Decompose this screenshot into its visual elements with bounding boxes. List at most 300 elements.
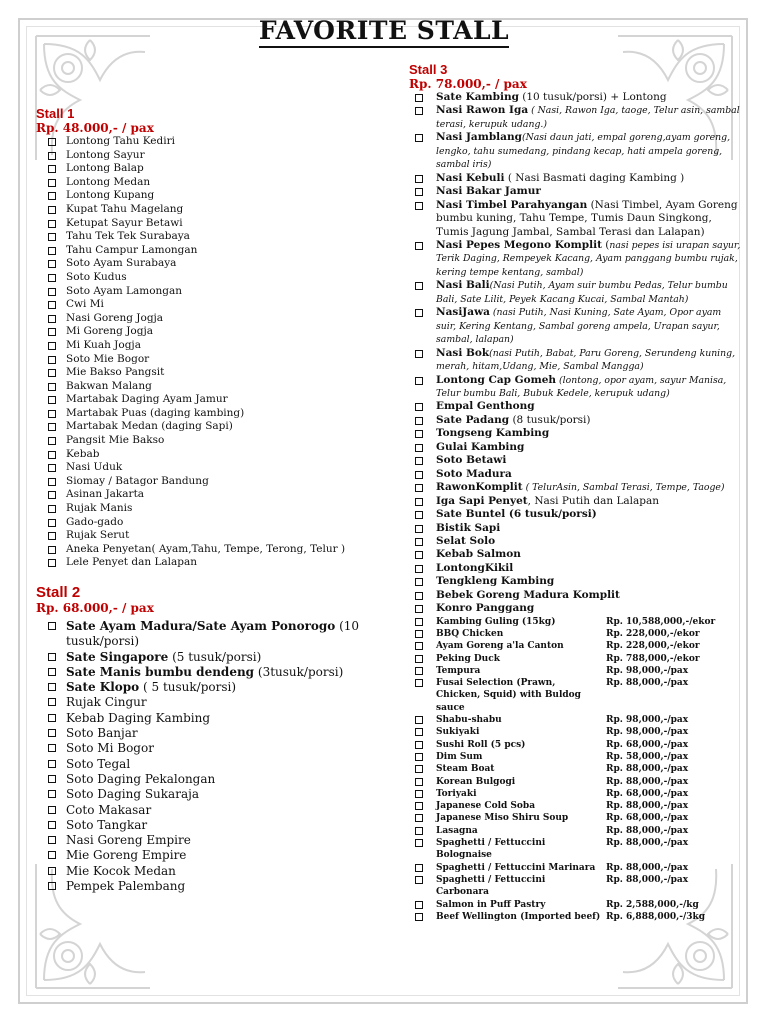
list-item [36, 787, 386, 802]
list-item [409, 548, 744, 561]
item-label: Rujak Serut [66, 529, 130, 542]
checkbox-icon [415, 471, 423, 479]
item-label: Martabak Puas (daging kambing) [66, 406, 245, 419]
checkbox-icon [415, 565, 423, 573]
list-item [36, 325, 386, 339]
item-desc: ( Nasi Basmati daging Kambing ) [504, 171, 685, 184]
list-item [36, 176, 386, 190]
list-item [36, 757, 386, 772]
checkbox-icon [48, 505, 56, 513]
checkbox-icon [48, 274, 56, 282]
item-price: Rp. 6,888,000,-/3kg [606, 911, 706, 922]
item-name: NasiJawa [436, 306, 490, 319]
checkbox-icon [415, 498, 423, 506]
list-item [36, 619, 386, 650]
checkbox-icon [48, 192, 56, 200]
list-item [409, 172, 744, 185]
checkbox-icon [48, 247, 56, 255]
item-desc: (5 tusuk/porsi) [168, 649, 262, 664]
checkbox-icon [48, 744, 56, 752]
list-item [36, 529, 386, 543]
item-price: Rp. 88,000,-/pax [606, 838, 689, 849]
checkbox-icon [48, 383, 56, 391]
item-name: Tempura [436, 665, 481, 676]
item-price: Rp. 68,000,-/pax [606, 788, 689, 799]
checkbox-icon [415, 655, 423, 663]
item-price: Rp. 98,000,-/pax [606, 727, 689, 738]
checkbox-icon [48, 356, 56, 364]
checkbox-icon [415, 188, 423, 196]
item-desc: ( 5 tusuk/porsi) [139, 680, 237, 695]
checkbox-icon [415, 814, 423, 822]
checkbox-icon [48, 714, 56, 722]
checkbox-icon [415, 444, 423, 452]
item-label: Siomay / Batagor Bandung [66, 474, 209, 487]
stall3-price: Rp. 78.000,- / pax [409, 77, 527, 91]
list-item [409, 279, 744, 306]
item-name: Kebab Salmon [436, 548, 521, 561]
item-detail: nasi pepes isi urapan sayur, Terik Daging, Rempeyek Kacang, Ayam panggang bumbu rujak, kering tempe kentang, sambal) [436, 239, 741, 278]
checkbox-icon [48, 851, 56, 859]
list-item [36, 230, 386, 244]
item-name: Kambing Guling (15kg) [436, 616, 556, 627]
item-detail: (lontong, opor ayam, sayur Manisa, Telur bumbu Bali, Bubuk Kedele, kerupuk udang) [436, 374, 727, 399]
item-desc: Coto Makasar [66, 802, 152, 817]
item-name: Nasi Pepes Megono Komplit [436, 238, 602, 251]
checkbox-icon [415, 202, 423, 210]
item-label: Soto Mie Bogor [66, 352, 150, 365]
item-label: Martabak Medan (daging Sapi) [66, 420, 233, 433]
item-detail: (Nasi Putih, Ayam suir bumbu Pedas, Telur bumbu Bali, Sate Lilit, Peyek Kacang Kucai, Sambal Mantah) [436, 280, 728, 305]
checkbox-icon [415, 876, 423, 884]
checkbox-icon [415, 778, 423, 786]
item-label: Lele Penyet dan Lalapan [66, 556, 198, 569]
list-item [36, 162, 386, 176]
checkbox-icon [415, 679, 423, 687]
checkbox-icon [415, 484, 423, 492]
item-name: Nasi Bok [436, 346, 490, 359]
stall1-price: Rp. 48.000,- / pax [36, 121, 154, 135]
checkbox-icon [48, 532, 56, 540]
item-name: Nasi Kebuli [436, 171, 505, 184]
stall3-heading: Stall 3 [409, 62, 448, 77]
checkbox-icon [48, 821, 56, 829]
priced-item [409, 714, 744, 726]
list-item [409, 185, 744, 198]
left-column [36, 106, 386, 894]
checkbox-icon [415, 457, 423, 465]
list-item [36, 475, 386, 489]
checkbox-icon [48, 410, 56, 418]
item-price: Rp. 88,000,-/pax [606, 801, 689, 812]
list-item [36, 833, 386, 848]
item-price: Rp. 88,000,-/pax [606, 874, 689, 885]
list-item [36, 502, 386, 516]
checkbox-icon [415, 790, 423, 798]
item-label: Soto Ayam Surabaya [66, 257, 177, 270]
list-item [36, 848, 386, 863]
checkbox-icon [48, 806, 56, 814]
list-item [36, 665, 386, 680]
checkbox-icon [415, 592, 423, 600]
checkbox-icon [48, 653, 56, 661]
item-price: Rp. 88,000,-/pax [606, 776, 689, 787]
list-item [36, 366, 386, 380]
list-item [36, 434, 386, 448]
stall3-priced-list [409, 616, 744, 923]
stall1-list [36, 135, 386, 570]
checkbox-icon [48, 867, 56, 875]
list-item [36, 257, 386, 271]
checkbox-icon [48, 396, 56, 404]
checkbox-icon [415, 741, 423, 749]
priced-item [409, 677, 744, 714]
item-label: Asinan Jakarta [66, 488, 145, 501]
checkbox-icon [415, 630, 423, 638]
checkbox-icon [48, 683, 56, 691]
checkbox-icon [415, 839, 423, 847]
priced-item [409, 763, 744, 775]
list-item [36, 339, 386, 353]
checkbox-icon [48, 760, 56, 768]
priced-item [409, 874, 744, 899]
item-label: Nasi Goreng Jogja [66, 311, 164, 324]
checkbox-icon [48, 152, 56, 160]
item-price: Rp. 88,000,-/pax [606, 825, 689, 836]
item-label: Mi Kuah Jogja [66, 338, 141, 351]
item-name: Nasi Bakar Jamur [436, 185, 541, 198]
stall3-list [409, 91, 744, 616]
priced-item [409, 776, 744, 788]
item-detail: (nasi Putih, Babat, Paru Goreng, Serundeng kuning, merah, hitam,Udang, Mie, Sambal Mangga) [436, 347, 736, 373]
list-item [36, 488, 386, 502]
priced-item [409, 911, 744, 923]
item-label: Cwi Mi [66, 298, 104, 311]
checkbox-icon [415, 134, 423, 142]
item-name: Sate Manis bumbu dendeng [66, 664, 255, 679]
checkbox-icon [48, 775, 56, 783]
item-desc: Rujak Cingur [66, 695, 147, 710]
item-name: Japanese Miso Shiru Soup [436, 813, 569, 824]
list-item [36, 271, 386, 285]
item-label: Bakwan Malang [66, 379, 152, 392]
item-desc: (8 tusuk/porsi) [509, 413, 591, 426]
page-title-text: FAVORITE STALL [259, 16, 509, 48]
item-label: Ketupat Sayur Betawi [66, 216, 183, 229]
checkbox-icon [48, 478, 56, 486]
list-item [409, 414, 744, 427]
list-item [36, 711, 386, 726]
checkbox-icon [48, 546, 56, 554]
item-name: LontongKikil [436, 561, 514, 574]
item-label: Rujak Manis [66, 502, 133, 515]
item-price: Rp. 88,000,-/pax [606, 862, 689, 873]
item-label: Soto Ayam Lamongan [66, 284, 183, 297]
item-name: Lontong Cap Gomeh [436, 373, 557, 386]
checkbox-icon [415, 430, 423, 438]
item-desc: Soto Tangkar [66, 817, 148, 832]
list-item [36, 680, 386, 695]
priced-item [409, 665, 744, 677]
checkbox-icon [415, 578, 423, 586]
item-label: Nasi Uduk [66, 461, 123, 474]
item-label: Soto Kudus [66, 270, 127, 283]
item-detail: (nasi Putih, Nasi Kuning, Sate Ayam, Opor ayam suir, Kering Kentang, Sambal goreng ampela, Urapan sayur, sambal, lalapan) [436, 307, 722, 346]
item-name: Nasi Rawon Iga [436, 104, 529, 117]
checkbox-icon [48, 882, 56, 890]
list-item [36, 285, 386, 299]
checkbox-icon [48, 165, 56, 173]
checkbox-icon [415, 511, 423, 519]
checkbox-icon [415, 618, 423, 626]
list-item [36, 380, 386, 394]
list-item [36, 461, 386, 475]
checkbox-icon [415, 913, 423, 921]
item-price: Rp. 68,000,-/pax [606, 813, 689, 824]
checkbox-icon [415, 901, 423, 909]
list-item [409, 131, 744, 171]
item-name: Selat Solo [436, 534, 496, 547]
item-detail: ( Nasi, Rawon Iga, taoge, Telur asin, sambal terasi, kerupuk udang.) [436, 105, 740, 130]
item-name: Iga Sapi Penyet [436, 494, 528, 507]
list-item [409, 589, 744, 602]
list-item [36, 312, 386, 326]
item-desc: Nasi Goreng Empire [66, 833, 191, 848]
item-desc: ( [601, 238, 610, 251]
checkbox-icon [48, 315, 56, 323]
list-item [409, 468, 744, 481]
list-item [36, 189, 386, 203]
checkbox-icon [415, 802, 423, 810]
item-label: Lontong Medan [66, 175, 151, 188]
item-price: Rp. 58,000,-/pax [606, 751, 689, 762]
checkbox-icon [48, 836, 56, 844]
list-item [36, 420, 386, 434]
item-name: Konro Panggang [436, 602, 535, 615]
checkbox-icon [415, 107, 423, 115]
list-item [409, 199, 744, 239]
stall2-heading: Stall 2 [36, 584, 81, 601]
item-price: Rp. 10,588,000,-/ekor [606, 616, 716, 627]
priced-item [409, 800, 744, 812]
checkbox-icon [415, 753, 423, 761]
stall1-heading: Stall 1 [36, 106, 75, 121]
list-item [409, 400, 744, 413]
item-label: Lontong Kupang [66, 189, 155, 202]
item-desc: Soto Banjar [66, 726, 138, 741]
list-item [36, 298, 386, 312]
item-name: Sate Singapore [66, 649, 169, 664]
item-desc: Soto Daging Pekalongan [66, 771, 216, 786]
checkbox-icon [48, 729, 56, 737]
list-item [409, 562, 744, 575]
priced-item [409, 751, 744, 763]
item-label: Aneka Penyetan( Ayam,Tahu, Tempe, Terong, Telur ) [66, 542, 346, 555]
checkbox-icon [48, 301, 56, 309]
item-price: Rp. 228,000,-/ekor [606, 628, 700, 639]
item-price: Rp. 68,000,-/pax [606, 739, 689, 750]
priced-item [409, 726, 744, 738]
checkbox-icon [48, 369, 56, 377]
item-name: Tengkleng Kambing [436, 575, 555, 588]
item-price: Rp. 2,588,000,-/kg [606, 899, 699, 910]
item-name: Ayam Goreng a'la Canton [436, 641, 564, 652]
checkbox-icon [415, 551, 423, 559]
checkbox-icon [48, 437, 56, 445]
list-item [36, 149, 386, 163]
list-item [36, 741, 386, 756]
item-detail: (Nasi daun jati, empal goreng,ayam goreng, lengko, tahu sumedang, pindang kecap, hati ampela goreng, sambal iris) [436, 132, 731, 171]
list-item [409, 374, 744, 401]
list-item [36, 448, 386, 462]
item-name: Salmon in Puff Pastry [436, 899, 546, 910]
item-desc: (3tusuk/porsi) [254, 664, 344, 679]
checkbox-icon [48, 790, 56, 798]
checkbox-icon [48, 206, 56, 214]
item-name: Peking Duck [436, 653, 500, 664]
list-item [36, 772, 386, 787]
priced-item [409, 837, 744, 862]
list-item [409, 535, 744, 548]
checkbox-icon [48, 220, 56, 228]
checkbox-icon [48, 233, 56, 241]
item-name: Nasi Jamblang [436, 131, 522, 144]
checkbox-icon [48, 179, 56, 187]
list-item [36, 217, 386, 231]
list-item [36, 695, 386, 710]
list-item [409, 481, 744, 494]
item-desc: Pempek Palembang [66, 879, 186, 894]
list-item [409, 602, 744, 615]
list-item [36, 543, 386, 557]
list-item [36, 393, 386, 407]
checkbox-icon [415, 403, 423, 411]
item-desc: Mie Goreng Empire [66, 848, 187, 863]
checkbox-icon [48, 138, 56, 146]
list-item [409, 104, 744, 131]
list-item [409, 91, 744, 104]
item-label: Pangsit Mie Bakso [66, 434, 165, 447]
item-name: Nasi Timbel Parahyangan [436, 198, 588, 211]
checkbox-icon [415, 716, 423, 724]
priced-item [409, 640, 744, 652]
checkbox-icon [415, 765, 423, 773]
item-label: Lontong Balap [66, 162, 144, 175]
checkbox-icon [415, 377, 423, 385]
item-desc: (Nasi Timbel, Ayam Goreng bumbu kuning, Tahu Tempe, Tumis Daun Singkong, Tumis Jagung Jambal, Sambal Terasi dan Lalapan) [436, 198, 738, 238]
checkbox-icon [415, 605, 423, 613]
item-label: Lontong Sayur [66, 148, 145, 161]
item-label: Kupat Tahu Magelang [66, 202, 184, 215]
item-price: Rp. 228,000,-/ekor [606, 641, 700, 652]
priced-item [409, 812, 744, 824]
item-name: Spaghetti / Fettuccini Bolognaise [436, 838, 546, 861]
item-name: Sate Padang [436, 413, 510, 426]
item-name: Shabu-shabu [436, 715, 502, 726]
item-name: RawonKomplit [436, 481, 523, 494]
list-item [409, 454, 744, 467]
item-desc: Mie Kocok Medan [66, 863, 176, 878]
list-item [409, 347, 744, 374]
item-desc: Soto Tegal [66, 756, 131, 771]
item-name: Bebek Goreng Madura Komplit [436, 588, 620, 601]
item-name: BBQ Chicken [436, 628, 504, 639]
checkbox-icon [415, 242, 423, 250]
priced-item [409, 739, 744, 751]
item-name: Korean Bulgogi [436, 776, 516, 787]
priced-item [409, 616, 744, 628]
item-name: Beef Wellington (Imported beef) [436, 911, 601, 922]
list-item [409, 508, 744, 521]
checkbox-icon [415, 642, 423, 650]
checkbox-icon [48, 519, 56, 527]
list-item [36, 803, 386, 818]
item-name: Sate Buntel (6 tusuk/porsi) [436, 508, 597, 521]
item-name: Tongseng Kambing [436, 427, 550, 440]
item-label: Mi Goreng Jogja [66, 325, 153, 338]
item-label: Martabak Daging Ayam Jamur [66, 393, 228, 406]
checkbox-icon [415, 827, 423, 835]
priced-item [409, 862, 744, 874]
item-name: Japanese Cold Soba [436, 801, 536, 812]
priced-item [409, 899, 744, 911]
checkbox-icon [48, 260, 56, 268]
checkbox-icon [48, 342, 56, 350]
checkbox-icon [48, 328, 56, 336]
right-column [409, 62, 744, 923]
item-name: Soto Madura [436, 467, 512, 480]
list-item [409, 427, 744, 440]
item-price: Rp. 98,000,-/pax [606, 715, 689, 726]
item-name: Lasagna [436, 825, 478, 836]
priced-item [409, 653, 744, 665]
list-item [36, 726, 386, 741]
stall2-list [36, 619, 386, 894]
priced-item [409, 788, 744, 800]
item-name: Nasi Bali [436, 279, 490, 292]
item-name: Sate Klopo [66, 680, 140, 695]
list-item [36, 244, 386, 258]
checkbox-icon [415, 667, 423, 675]
list-item [36, 650, 386, 665]
priced-item [409, 825, 744, 837]
item-name: Empal Genthong [436, 400, 535, 413]
item-desc: (10 tusuk/porsi) + Lontong [518, 91, 667, 103]
list-item [409, 522, 744, 535]
checkbox-icon [48, 464, 56, 472]
priced-item [409, 628, 744, 640]
item-name: Sushi Roll (5 pcs) [436, 739, 526, 750]
item-price: Rp. 88,000,-/pax [606, 678, 689, 689]
item-label: Tahu Campur Lamongan [66, 243, 198, 256]
list-item [36, 818, 386, 833]
item-price: Rp. 98,000,-/pax [606, 665, 689, 676]
checkbox-icon [415, 175, 423, 183]
item-label: Gado-gado [66, 515, 124, 528]
checkbox-icon [415, 94, 423, 102]
item-desc: (10 tusuk/porsi) [66, 619, 360, 649]
checkbox-icon [48, 698, 56, 706]
checkbox-icon [415, 538, 423, 546]
checkbox-icon [48, 622, 56, 630]
item-name: Dim Sum [436, 751, 483, 762]
item-label: Tahu Tek Tek Surabaya [66, 230, 190, 243]
item-name: Soto Betawi [436, 454, 507, 467]
item-name: Sukiyaki [436, 727, 480, 738]
list-item [36, 556, 386, 570]
item-price: Rp. 88,000,-/pax [606, 764, 689, 775]
item-name: Steam Boat [436, 764, 495, 775]
